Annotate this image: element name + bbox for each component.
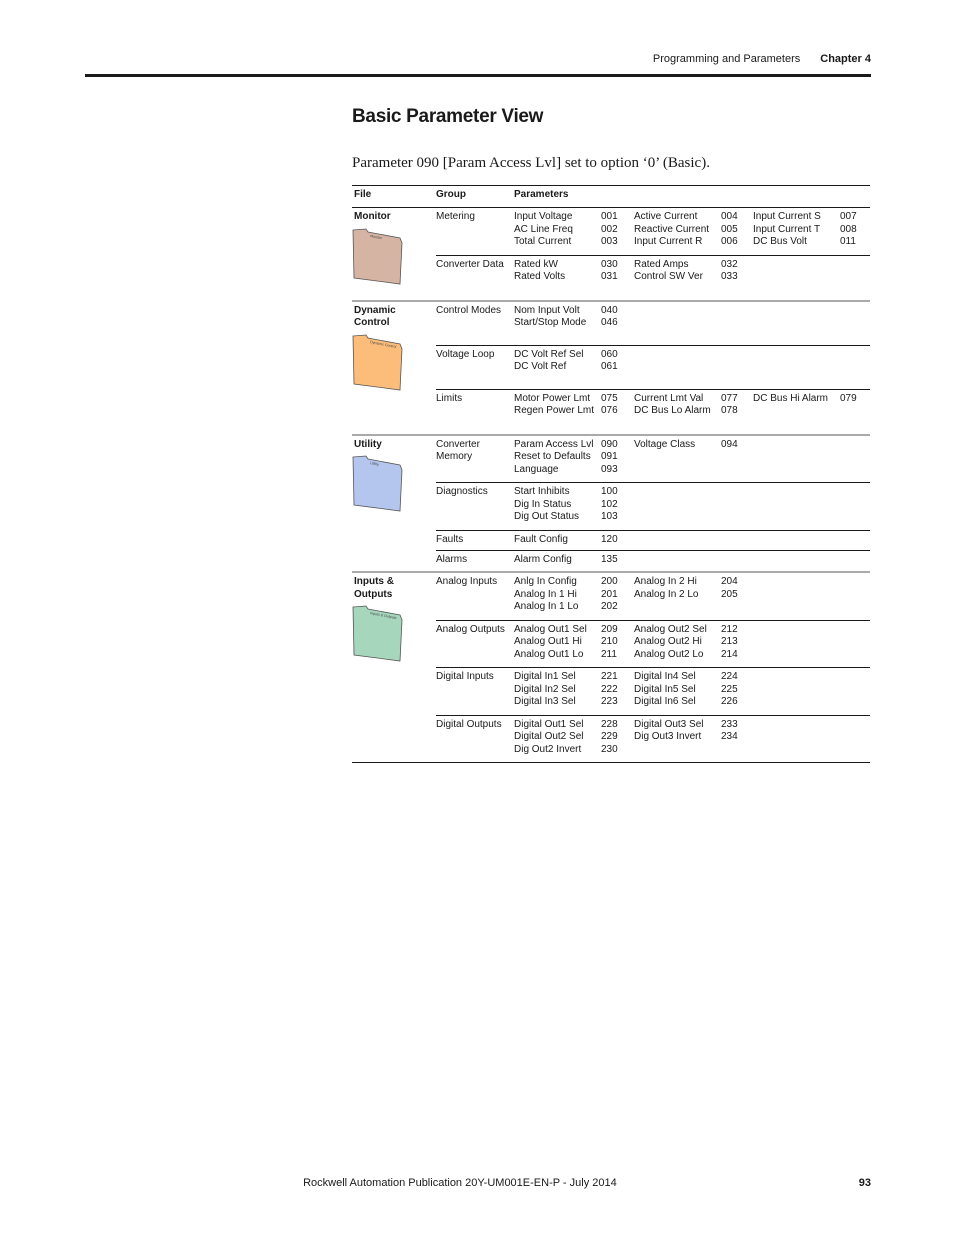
header-chapter: Chapter 4 [820,53,871,65]
parameter-entry [514,624,618,637]
parameter-number: 079 [840,392,857,404]
parameter-number: 032 [721,258,738,270]
group-row [436,668,870,716]
group-name: Control Modes [436,304,502,316]
parameter-name: Analog In 2 Lo [634,588,699,600]
parameter-entry [634,649,738,662]
parameter-name: Digital Out3 Sel [634,718,704,730]
parameter-entry [514,486,618,499]
group-name: Faults [436,533,464,545]
parameter-cells [514,211,870,249]
folder-icon [352,334,404,392]
parameter-number: 008 [840,223,857,235]
parameter-column [634,439,738,452]
header-parameters: Parameters [514,189,569,200]
folder-icon [352,605,404,663]
parameter-name: Input Current S [753,211,821,222]
parameter-number: 001 [601,211,618,222]
file-cell [352,436,436,572]
group-row [436,483,870,531]
file-section [352,573,870,763]
parameter-column [514,211,618,249]
parameter-entry [634,684,738,697]
parameter-name: Digital In6 Sel [634,696,696,707]
parameter-name: Input Current R [634,236,703,247]
group-list [436,436,870,572]
parameter-name: Digital In5 Sel [634,683,696,695]
parameter-cells [514,624,870,662]
parameter-name: Rated Amps [634,258,689,270]
parameter-column [753,211,857,249]
parameter-entry [514,554,618,567]
parameter-name: Alarm Config [514,554,572,565]
page-number: 93 [858,1177,871,1189]
parameter-number: 120 [601,533,618,545]
parameter-name: Reactive Current [634,223,710,235]
parameter-number: 229 [601,731,618,742]
parameter-name: Regen Power Lmt [514,405,595,416]
parameter-cells [514,393,870,418]
parameter-cells [514,349,870,374]
parameter-entry [634,393,738,406]
parameter-entry [514,405,618,418]
parameter-number: 033 [721,271,738,282]
parameter-number: 205 [721,588,738,600]
file-name-line-2: Outputs [354,588,393,600]
parameter-cells [514,486,870,524]
file-name-line-1: Inputs & [354,576,394,587]
group-row [436,621,870,669]
parameter-number: 046 [601,317,618,328]
parameter-entry [634,696,738,709]
parameter-number: 060 [601,348,618,360]
parameter-entry [514,696,618,709]
parameter-name: Voltage Class [634,438,696,450]
parameter-column [514,305,618,330]
group-row [436,436,870,484]
parameter-name: Digital Out1 Sel [514,718,584,730]
parameter-number: 210 [601,636,618,647]
parameter-name: Motor Power Lmt [514,392,591,404]
file-section [352,208,870,302]
parameter-name: Fault Config [514,533,568,545]
parameter-number: 100 [601,486,618,497]
parameter-number: 003 [601,236,618,247]
file-name-line-1: Dynamic [354,304,396,316]
parameter-entry [514,236,618,249]
group-name: Digital Inputs [436,671,494,682]
file-name [354,576,436,601]
parameter-name: Digital Out2 Sel [514,731,584,742]
parameter-table [352,185,870,763]
parameter-entry [634,271,738,284]
group-row [436,256,870,300]
parameter-cells [514,671,870,709]
parameter-entry [634,259,738,272]
parameter-number: 224 [721,671,738,682]
parameter-entry [514,464,618,477]
parameter-number: 093 [601,463,618,475]
parameter-number: 204 [721,576,738,587]
parameter-number: 202 [601,601,618,612]
parameter-entry [514,511,618,524]
group-row [436,573,870,621]
parameter-column [514,486,618,524]
parameter-entry [514,744,618,757]
parameter-entry [634,671,738,684]
parameter-name: Digital In3 Sel [514,696,576,707]
parameter-column [514,534,618,547]
parameter-entry [753,236,857,249]
parameter-number: 006 [721,236,738,247]
parameter-column [514,671,618,709]
parameter-column [634,211,738,249]
parameter-name: Current Lmt Val [634,392,704,404]
parameter-cells [514,534,870,547]
parameter-column [634,393,738,418]
parameter-cells [514,576,870,614]
parameter-number: 211 [601,648,617,660]
parameter-number: 091 [601,451,618,462]
parameter-entry [514,499,618,512]
parameter-entry [753,224,857,237]
parameter-number: 103 [601,511,618,522]
page-subtitle: Parameter 090 [Param Access Lvl] set to option ‘0’ (Basic). [352,155,710,171]
parameter-name: Dig Out3 Invert [634,731,702,742]
parameter-name: Digital In4 Sel [634,671,696,682]
parameter-entry [514,719,618,732]
parameter-number: 234 [721,731,738,742]
parameter-column [514,719,618,757]
parameter-entry [634,236,738,249]
parameter-name: DC Volt Ref Sel [514,348,584,360]
group-row [436,346,870,390]
parameter-entry [514,731,618,744]
file-name [354,439,436,452]
parameter-name: Input Current T [753,223,821,235]
table-body [352,208,870,763]
parameter-number: 222 [601,683,618,695]
file-section [352,302,870,436]
running-header [653,53,871,65]
parameter-entry [634,731,738,744]
parameter-entry [514,589,618,602]
parameter-name: DC Bus Lo Alarm [634,405,711,416]
group-list [436,208,870,300]
parameter-entry [514,349,618,362]
parameter-column [514,393,618,418]
parameter-column [514,259,618,284]
parameter-entry [514,671,618,684]
parameter-name: Rated Volts [514,271,566,282]
group-row [436,390,870,434]
parameter-number: 002 [601,223,618,235]
parameter-column [514,576,618,614]
group-row [436,531,870,552]
parameter-column [634,624,738,662]
parameter-name: Analog In 1 Hi [514,588,577,600]
group-name: Converter Data [436,258,504,270]
parameter-name: Analog Out2 Sel [634,623,707,635]
parameter-column [634,259,738,284]
parameter-name: Analog Out1 Lo [514,648,584,660]
footer-publication: Rockwell Automation Publication 20Y-UM001E-EN-P - July 2014 [303,1177,617,1189]
parameter-number: 040 [601,304,618,316]
parameter-name: Start Inhibits [514,486,570,497]
file-name-line-1: Monitor [354,211,391,222]
parameter-number: 223 [601,696,618,707]
group-name: Analog Inputs [436,576,498,587]
parameter-entry [753,393,857,406]
parameter-number: 214 [721,648,738,660]
group-name: Digital Outputs [436,718,502,730]
parameter-number: 221 [601,671,618,682]
parameter-number: 213 [721,636,738,647]
parameter-name: Analog Out2 Lo [634,648,704,660]
parameter-entry [514,684,618,697]
page-title: Basic Parameter View [352,106,544,127]
parameter-name: DC Bus Volt [753,236,807,247]
group-list [436,573,870,762]
group-row [436,551,870,571]
header-group: Group [436,189,466,200]
parameter-name: Analog Out1 Hi [514,636,582,647]
table-header [352,185,870,208]
parameter-number: 077 [721,392,738,404]
parameter-name: AC Line Freq [514,223,573,235]
parameter-cells [514,259,870,284]
parameter-name: Digital In1 Sel [514,671,576,682]
group-list [436,302,870,434]
parameter-entry [514,393,618,406]
parameter-entry [634,224,738,237]
parameter-number: 233 [721,718,738,730]
parameter-column [753,393,857,406]
parameter-entry [514,636,618,649]
parameter-entry [514,576,618,589]
parameter-entry [634,439,738,452]
parameter-entry [514,451,618,464]
parameter-name: Analog Out1 Sel [514,623,587,635]
parameter-cells [514,719,870,757]
parameter-entry [634,589,738,602]
parameter-name: Language [514,463,559,475]
parameter-cells [514,305,870,330]
parameter-column [514,439,618,477]
group-name: Alarms [436,554,468,565]
parameter-number: 005 [721,223,738,235]
parameter-name: Nom Input Volt [514,304,580,316]
parameter-number: 209 [601,623,618,635]
parameter-entry [514,601,618,614]
parameter-name: DC Volt Ref [514,361,567,372]
parameter-number: 226 [721,696,738,707]
parameter-number: 004 [721,211,738,222]
group-name: Limits [436,392,463,404]
file-name [354,211,436,224]
parameter-number: 076 [601,405,618,416]
parameter-name: Analog In 2 Hi [634,576,697,587]
parameter-column [514,554,618,567]
parameter-number: 031 [601,271,618,282]
file-cell [352,208,436,300]
parameter-entry [634,719,738,732]
parameter-entry [514,649,618,662]
header-section: Programming and Parameters [652,53,801,65]
parameter-name: Analog Out2 Hi [634,636,702,647]
parameter-number: 228 [601,718,618,730]
parameter-name: Rated kW [514,258,558,270]
parameter-name: Total Current [514,236,572,247]
file-name [354,305,436,330]
parameter-name: Active Current [634,211,698,222]
parameter-number: 090 [601,438,618,450]
parameter-entry [514,211,618,224]
parameter-number: 201 [601,588,618,600]
group-row [436,208,870,256]
parameter-column [514,624,618,662]
parameter-entry [514,317,618,330]
parameter-entry [634,636,738,649]
group-row [436,302,870,346]
file-cell [352,573,436,762]
parameter-number: 075 [601,392,618,404]
parameter-entry [634,211,738,224]
parameter-number: 212 [721,623,738,635]
folder-icon [352,228,404,286]
parameter-name: Dig Out Status [514,511,580,522]
parameter-name: Digital In2 Sel [514,683,576,695]
parameter-number: 230 [601,743,618,755]
group-row [436,716,870,763]
parameter-entry [514,271,618,284]
parameter-number: 094 [721,438,738,450]
folder-tab-label: Utility [369,461,380,467]
parameter-name: Reset to Defaults [514,451,591,462]
group-name: Converter Memory [436,438,480,462]
parameter-entry [514,439,618,452]
parameter-name: Dig In Status [514,498,572,510]
file-name-line-2: Control [354,317,390,328]
parameter-name: Start/Stop Mode [514,317,587,328]
parameter-number: 078 [721,405,738,416]
parameter-name: Control SW Ver [634,271,703,282]
parameter-name: Analog In 1 Lo [514,601,579,612]
parameter-entry [514,534,618,547]
parameter-number: 030 [601,258,618,270]
parameter-entry [514,259,618,272]
parameter-entry [514,305,618,318]
parameter-number: 007 [840,211,857,222]
group-name: Voltage Loop [436,348,495,360]
header-rule [85,74,871,77]
parameter-entry [514,361,618,374]
parameter-cells [514,554,870,567]
parameter-name: Input Voltage [514,211,573,222]
folder-icon [352,455,404,513]
parameter-number: 011 [840,236,856,247]
parameter-entry [634,576,738,589]
parameter-name: DC Bus Hi Alarm [753,392,829,404]
parameter-number: 225 [721,683,738,695]
group-name: Metering [436,211,475,222]
parameter-entry [753,211,857,224]
parameter-entry [514,224,618,237]
parameter-name: Dig Out2 Invert [514,743,582,755]
header-file: File [354,189,372,200]
parameter-entry [634,624,738,637]
parameter-column [634,576,738,601]
group-name: Analog Outputs [436,623,505,635]
parameter-name: Param Access Lvl [514,438,594,450]
parameter-number: 200 [601,576,618,587]
parameter-number: 135 [601,554,618,565]
parameter-column [634,671,738,709]
parameter-number: 061 [601,361,618,372]
parameter-number: 102 [601,498,618,510]
file-section [352,436,870,574]
file-cell [352,302,436,434]
folder-tab-label: Monitor [369,233,383,240]
file-name-line-1: Utility [354,438,382,450]
parameter-entry [634,405,738,418]
folder-tab-label: Inputs & Outputs [369,611,397,621]
parameter-column [634,719,738,744]
parameter-cells [514,439,870,477]
folder-tab-label: Dynamic Control [369,339,397,349]
page-footer [303,1177,871,1189]
parameter-column [514,349,618,374]
group-name: Diagnostics [436,486,488,497]
parameter-name: Anlg In Config [514,576,577,587]
